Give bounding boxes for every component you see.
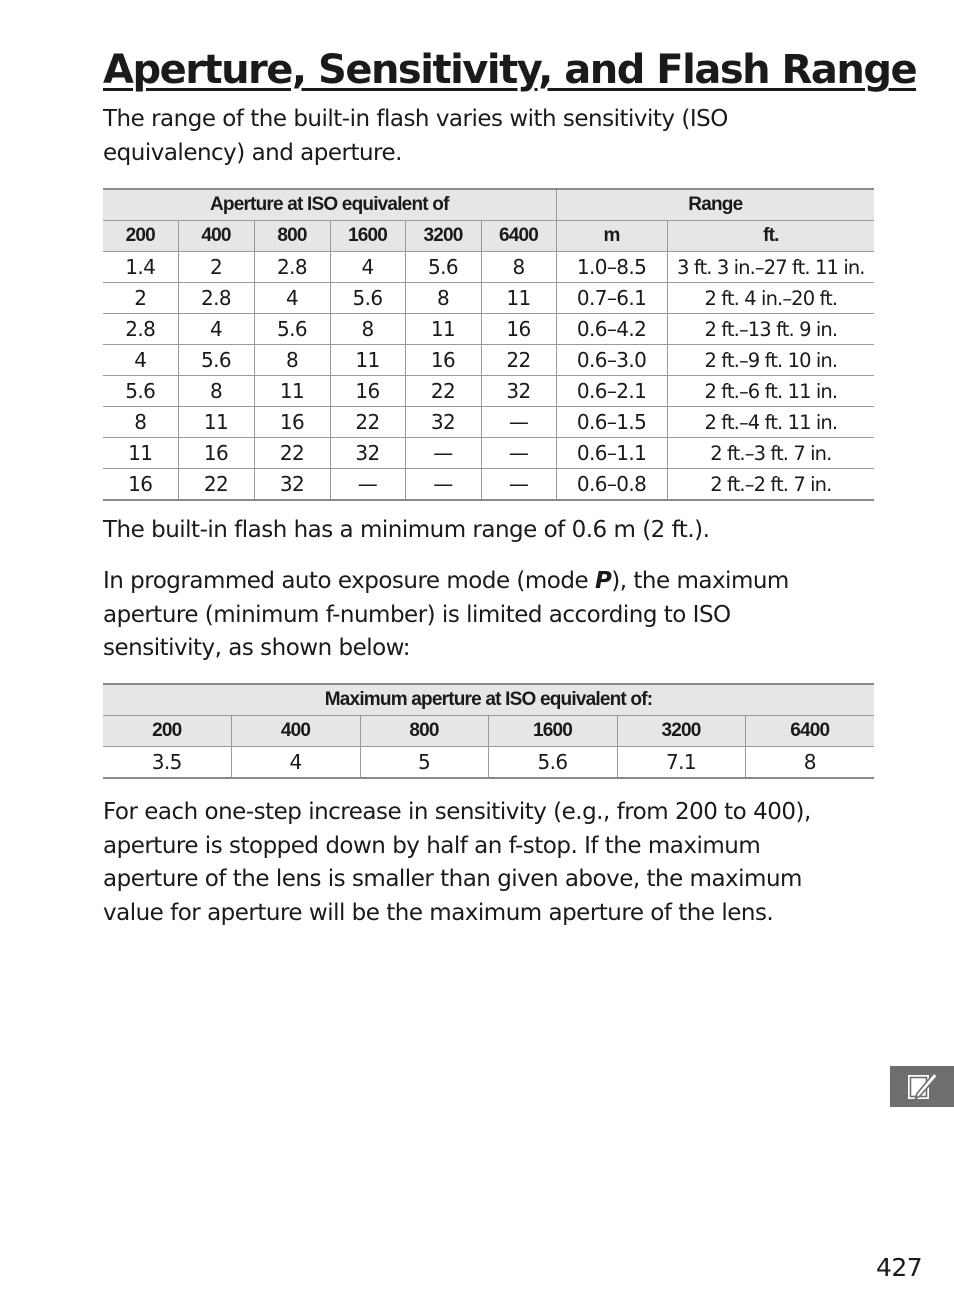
table-cell: 22 — [405, 376, 481, 407]
max-aperture-title: Maximum aperture at ISO equivalent of: — [103, 684, 874, 716]
aperture-group-header: Aperture at ISO equivalent of — [103, 189, 556, 221]
max-aperture-title-row — [103, 684, 874, 716]
table-row — [103, 407, 874, 438]
range-m-header: m — [556, 221, 667, 252]
program-line-1 — [103, 565, 789, 599]
table-cell: 16 — [178, 438, 254, 469]
table-cell: — — [481, 407, 556, 438]
intro-line-2: equivalency) and aperture. — [103, 139, 402, 166]
table-row — [103, 469, 874, 501]
table-cell: 8 — [405, 283, 481, 314]
iso-400-header: 400 — [231, 716, 360, 747]
table-cell: 32 — [254, 469, 330, 501]
table-cell: 22 — [330, 407, 405, 438]
table-cell: 32 — [481, 376, 556, 407]
table-cell: 7.1 — [617, 747, 745, 779]
table-cell: 2.8 — [103, 314, 178, 345]
table-cell: 2 ft.–9 ft. 10 in. — [667, 345, 874, 376]
step-note-paragraph — [103, 796, 811, 930]
table-cell: 5.6 — [254, 314, 330, 345]
table-cell: 0.7–6.1 — [556, 283, 667, 314]
range-ft-header: ft. — [667, 221, 874, 252]
table-row — [103, 747, 874, 779]
table-cell: 8 — [481, 252, 556, 283]
table-cell: 8 — [254, 345, 330, 376]
table-cell: 16 — [254, 407, 330, 438]
iso-800-header: 800 — [360, 716, 488, 747]
table-cell: 2 ft.–4 ft. 11 in. — [667, 407, 874, 438]
table-cell: — — [330, 469, 405, 501]
table-cell: 2 — [178, 252, 254, 283]
table-cell: — — [405, 438, 481, 469]
iso-400-header: 400 — [178, 221, 254, 252]
table-cell: 2 ft.–6 ft. 11 in. — [667, 376, 874, 407]
table-cell: 8 — [745, 747, 874, 779]
iso-6400-header: 6400 — [481, 221, 556, 252]
table-cell: 22 — [178, 469, 254, 501]
iso-1600-header: 1600 — [330, 221, 405, 252]
table-cell: 2 — [103, 283, 178, 314]
program-line-1-end: ), the maximum — [611, 568, 789, 594]
max-aperture-header-row — [103, 716, 874, 747]
table-cell: 4 — [231, 747, 360, 779]
table-cell: 4 — [330, 252, 405, 283]
table-row — [103, 252, 874, 283]
table-row — [103, 438, 874, 469]
iso-200-header: 200 — [103, 716, 231, 747]
table-cell: 8 — [178, 376, 254, 407]
table-cell: 0.6–3.0 — [556, 345, 667, 376]
table-row — [103, 314, 874, 345]
table-cell: 32 — [405, 407, 481, 438]
iso-3200-header: 3200 — [617, 716, 745, 747]
table-cell: 0.6–1.5 — [556, 407, 667, 438]
table-cell: 5.6 — [330, 283, 405, 314]
table-cell: 2 ft.–3 ft. 7 in. — [667, 438, 874, 469]
table-cell: 1.4 — [103, 252, 178, 283]
table-row — [103, 283, 874, 314]
range-group-header: Range — [556, 189, 874, 221]
table-cell: 11 — [178, 407, 254, 438]
program-line-2: aperture (minimum f-number) is limited according to ISO — [103, 601, 731, 628]
table-cell: 5.6 — [178, 345, 254, 376]
table-cell: — — [481, 469, 556, 501]
table-cell: 2 ft.–13 ft. 9 in. — [667, 314, 874, 345]
max-aperture-table — [103, 683, 874, 779]
table-row — [103, 345, 874, 376]
flash-range-table — [103, 188, 874, 501]
table-cell: — — [405, 469, 481, 501]
table-cell: 22 — [481, 345, 556, 376]
table-cell: 11 — [481, 283, 556, 314]
section-tab — [890, 1066, 954, 1107]
mode-p-symbol: P — [594, 568, 612, 594]
table-cell: 5.6 — [405, 252, 481, 283]
table-cell: 16 — [103, 469, 178, 501]
table-cell: — — [481, 438, 556, 469]
table-cell: 32 — [330, 438, 405, 469]
intro-paragraph — [103, 103, 728, 170]
iso-200-header: 200 — [103, 221, 178, 252]
program-line-1-start: In programmed auto exposure mode (mode — [103, 568, 595, 594]
flash-table-group-header — [103, 189, 874, 221]
table-cell: 11 — [254, 376, 330, 407]
notes-pencil-icon — [905, 1072, 939, 1102]
table-cell: 4 — [254, 283, 330, 314]
table-cell: 0.6–1.1 — [556, 438, 667, 469]
table-cell: 11 — [103, 438, 178, 469]
iso-800-header: 800 — [254, 221, 330, 252]
table-cell: 0.6–0.8 — [556, 469, 667, 501]
step-line-2: aperture is stopped down by half an f-stop. If the maximum — [103, 832, 761, 859]
step-line-3: aperture of the lens is smaller than given above, the maximum — [103, 866, 802, 892]
intro-line-1: The range of the built-in flash varies with sensitivity (ISO — [103, 106, 728, 132]
table-row — [103, 376, 874, 407]
table-cell: 11 — [330, 345, 405, 376]
table-cell: 8 — [330, 314, 405, 345]
step-line-4: value for aperture will be the maximum aperture of the lens. — [103, 899, 774, 926]
table-cell: 16 — [330, 376, 405, 407]
iso-6400-header: 6400 — [745, 716, 874, 747]
min-range-note — [103, 514, 709, 548]
page-title: Aperture, Sensitivity, and Flash Range — [103, 47, 917, 93]
table-cell: 2.8 — [254, 252, 330, 283]
table-cell: 8 — [103, 407, 178, 438]
table-cell: 5 — [360, 747, 488, 779]
table-cell: 0.6–4.2 — [556, 314, 667, 345]
table-cell: 0.6–2.1 — [556, 376, 667, 407]
table-cell: 2.8 — [178, 283, 254, 314]
program-line-3: sensitivity, as shown below: — [103, 635, 410, 661]
table-cell: 16 — [481, 314, 556, 345]
program-mode-paragraph — [103, 565, 789, 666]
iso-1600-header: 1600 — [488, 716, 617, 747]
table-cell: 4 — [103, 345, 178, 376]
table-cell: 22 — [254, 438, 330, 469]
table-cell: 3 ft. 3 in.–27 ft. 11 in. — [667, 252, 874, 283]
iso-3200-header: 3200 — [405, 221, 481, 252]
page-number: 427 — [876, 1253, 923, 1282]
table-cell: 11 — [405, 314, 481, 345]
min-range-line: The built-in flash has a minimum range of 0.6 m (2 ft.). — [103, 517, 710, 543]
table-cell: 5.6 — [103, 376, 178, 407]
flash-table-column-header — [103, 221, 874, 252]
table-cell: 16 — [405, 345, 481, 376]
table-cell: 2 ft. 4 in.–20 ft. — [667, 283, 874, 314]
table-cell: 1.0–8.5 — [556, 252, 667, 283]
table-cell: 3.5 — [103, 747, 231, 779]
table-cell: 5.6 — [488, 747, 617, 779]
step-line-1: For each one-step increase in sensitivity (e.g., from 200 to 400), — [103, 799, 811, 825]
table-cell: 4 — [178, 314, 254, 345]
table-cell: 2 ft.–2 ft. 7 in. — [667, 469, 874, 501]
